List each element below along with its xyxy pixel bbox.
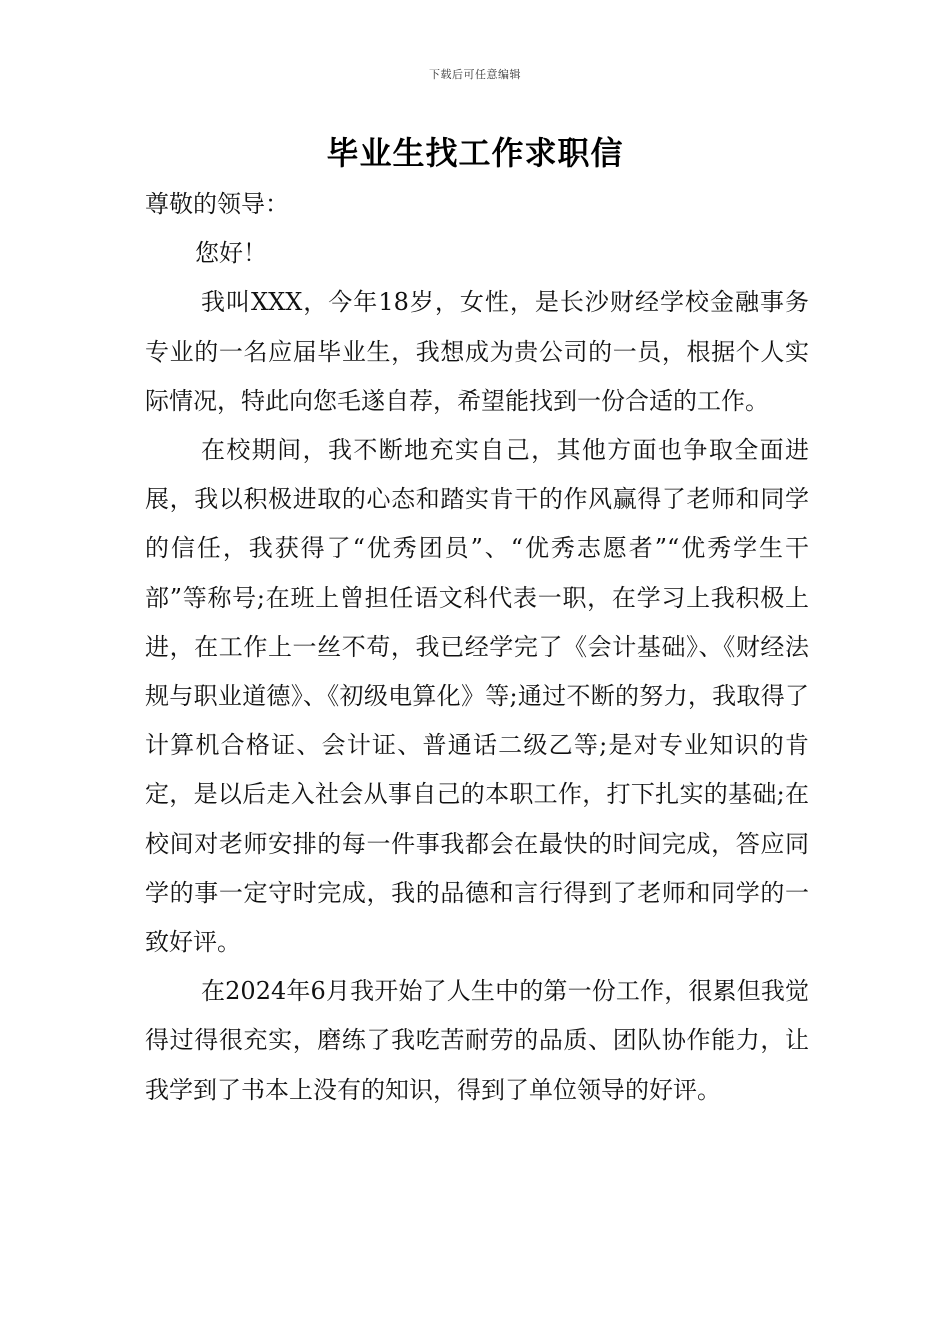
paragraph-work: 在2024年6月我开始了人生中的第一份工作，很累但我觉得过得很充实，磨练了我吃苦耐劳的品质、团队协作能力，让我学到了书本上没有的知识，得到了单位领导的好评。 [145,977,809,1104]
salutation: 尊敬的领导： [145,190,289,218]
document-title: 毕业生找工作求职信 [326,134,624,172]
header-note: 下载后可任意编辑 [429,68,521,81]
paragraph-school: 在校期间，我不断地充实自己，其他方面也争取全面进展，我以积极进取的心态和踏实肯干的作风赢得了老师和同学的信任，我获得了“优秀团员”、“优秀志愿者”“优秀学生干部”等称号;在班上曾担任语文科代表一职，在学习上我积极上进，在工作上一丝不苟，我已经学完了《会计基础》、《财经法规与职业道德》、《初级电算化》等;通过不断的努力，我取得了计算机合格证、会计证、普通话二级乙等;是对专业知识的肯定，是以后走入社会从事自己的本职工作，打下扎实的基础;在校间对老师安排的每一件事我都会在最快的时间完成，答应同学的事一定守时完成，我的品德和言行得到了老师和同学的一致好评。 [145,436,809,957]
greeting: 您好！ [195,239,267,268]
paragraph-intro: 我叫XXX，今年18岁，女性，是长沙财经学校金融事务专业的一名应届毕业生，我想成为贵公司的一员，根据个人实际情况，特此向您毛遂自荐，希望能找到一份合适的工作。 [145,288,809,415]
letter-body [145,180,809,1115]
